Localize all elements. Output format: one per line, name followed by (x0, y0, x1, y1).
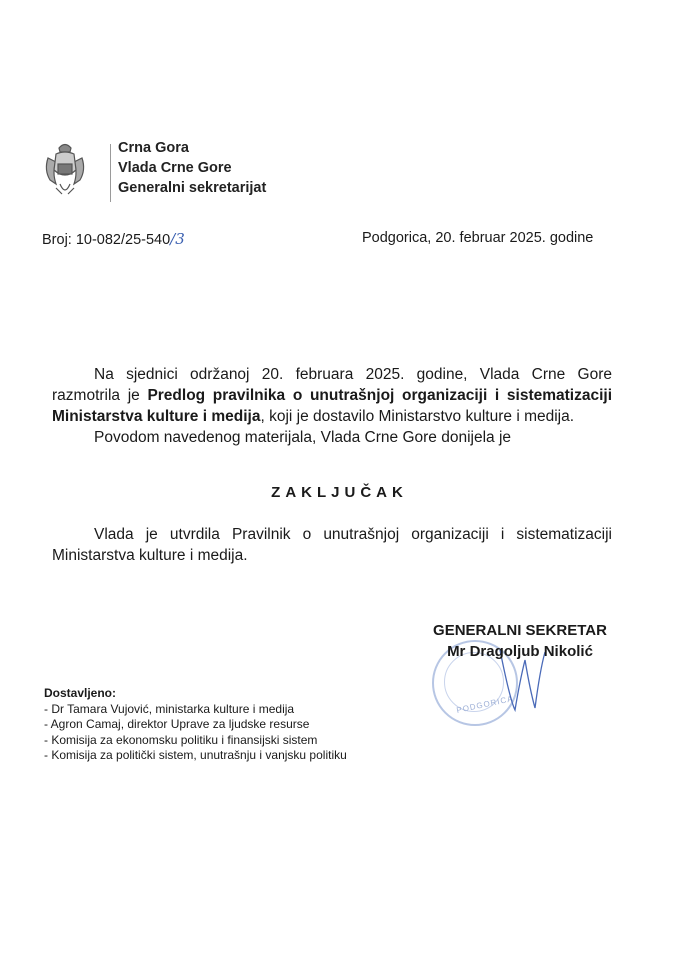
letterhead (42, 138, 342, 208)
signatory-role: GENERALNI SEKRETAR (433, 622, 607, 639)
header-government: Vlada Crne Gore (118, 160, 232, 176)
paragraph-2: Povodom navedenog materijala, Vlada Crne Gore donijela je (94, 429, 512, 446)
paragraph-3: Vlada je utvrdila Pravilnik o unutrašnjoj organizaciji i sistematizaciji Ministarstva kulture i medija. (52, 526, 612, 564)
header-divider (110, 144, 111, 202)
handwritten-suffix: /3 (170, 230, 185, 248)
coat-of-arms-icon (42, 140, 88, 200)
signature-block (420, 620, 620, 662)
conclusion-title: ZAKLJUČAK (271, 484, 408, 501)
distribution-item: - Komisija za politički sistem, unutrašnju i vanjsku politiku (44, 748, 347, 762)
header-secretariat: Generalni sekretarijat (118, 180, 267, 196)
reference-number: Broj: 10-082/25-540/3 (42, 230, 185, 248)
signatory-name: Mr Dragoljub Nikolić (447, 643, 593, 660)
body-paragraphs (52, 364, 612, 448)
distribution-item: - Agron Camaj, direktor Uprave za ljudske resurse (44, 717, 310, 731)
distribution-title: Dostavljeno: (44, 686, 117, 700)
official-stamp: PODGORICA (432, 640, 518, 726)
distribution-list (44, 686, 347, 764)
distribution-item: - Komisija za ekonomsku politiku i finansijski sistem (44, 732, 318, 747)
distribution-item: - Dr Tamara Vujović, ministarka kulture i medija (44, 701, 295, 716)
document-date: Podgorica, 20. februar 2025. godine (362, 230, 594, 246)
paragraph-1: Na sjednici održanoj 20. februara 2025. godine, Vlada Crne Gore razmotrila je Predlog pravilnika o unutrašnjoj organizaciji i sistematizaciji Ministarstva kulture i medija, koji je dostavilo Ministarstvo kulture i medija. (52, 366, 613, 425)
header-country: Crna Gora (118, 140, 189, 156)
